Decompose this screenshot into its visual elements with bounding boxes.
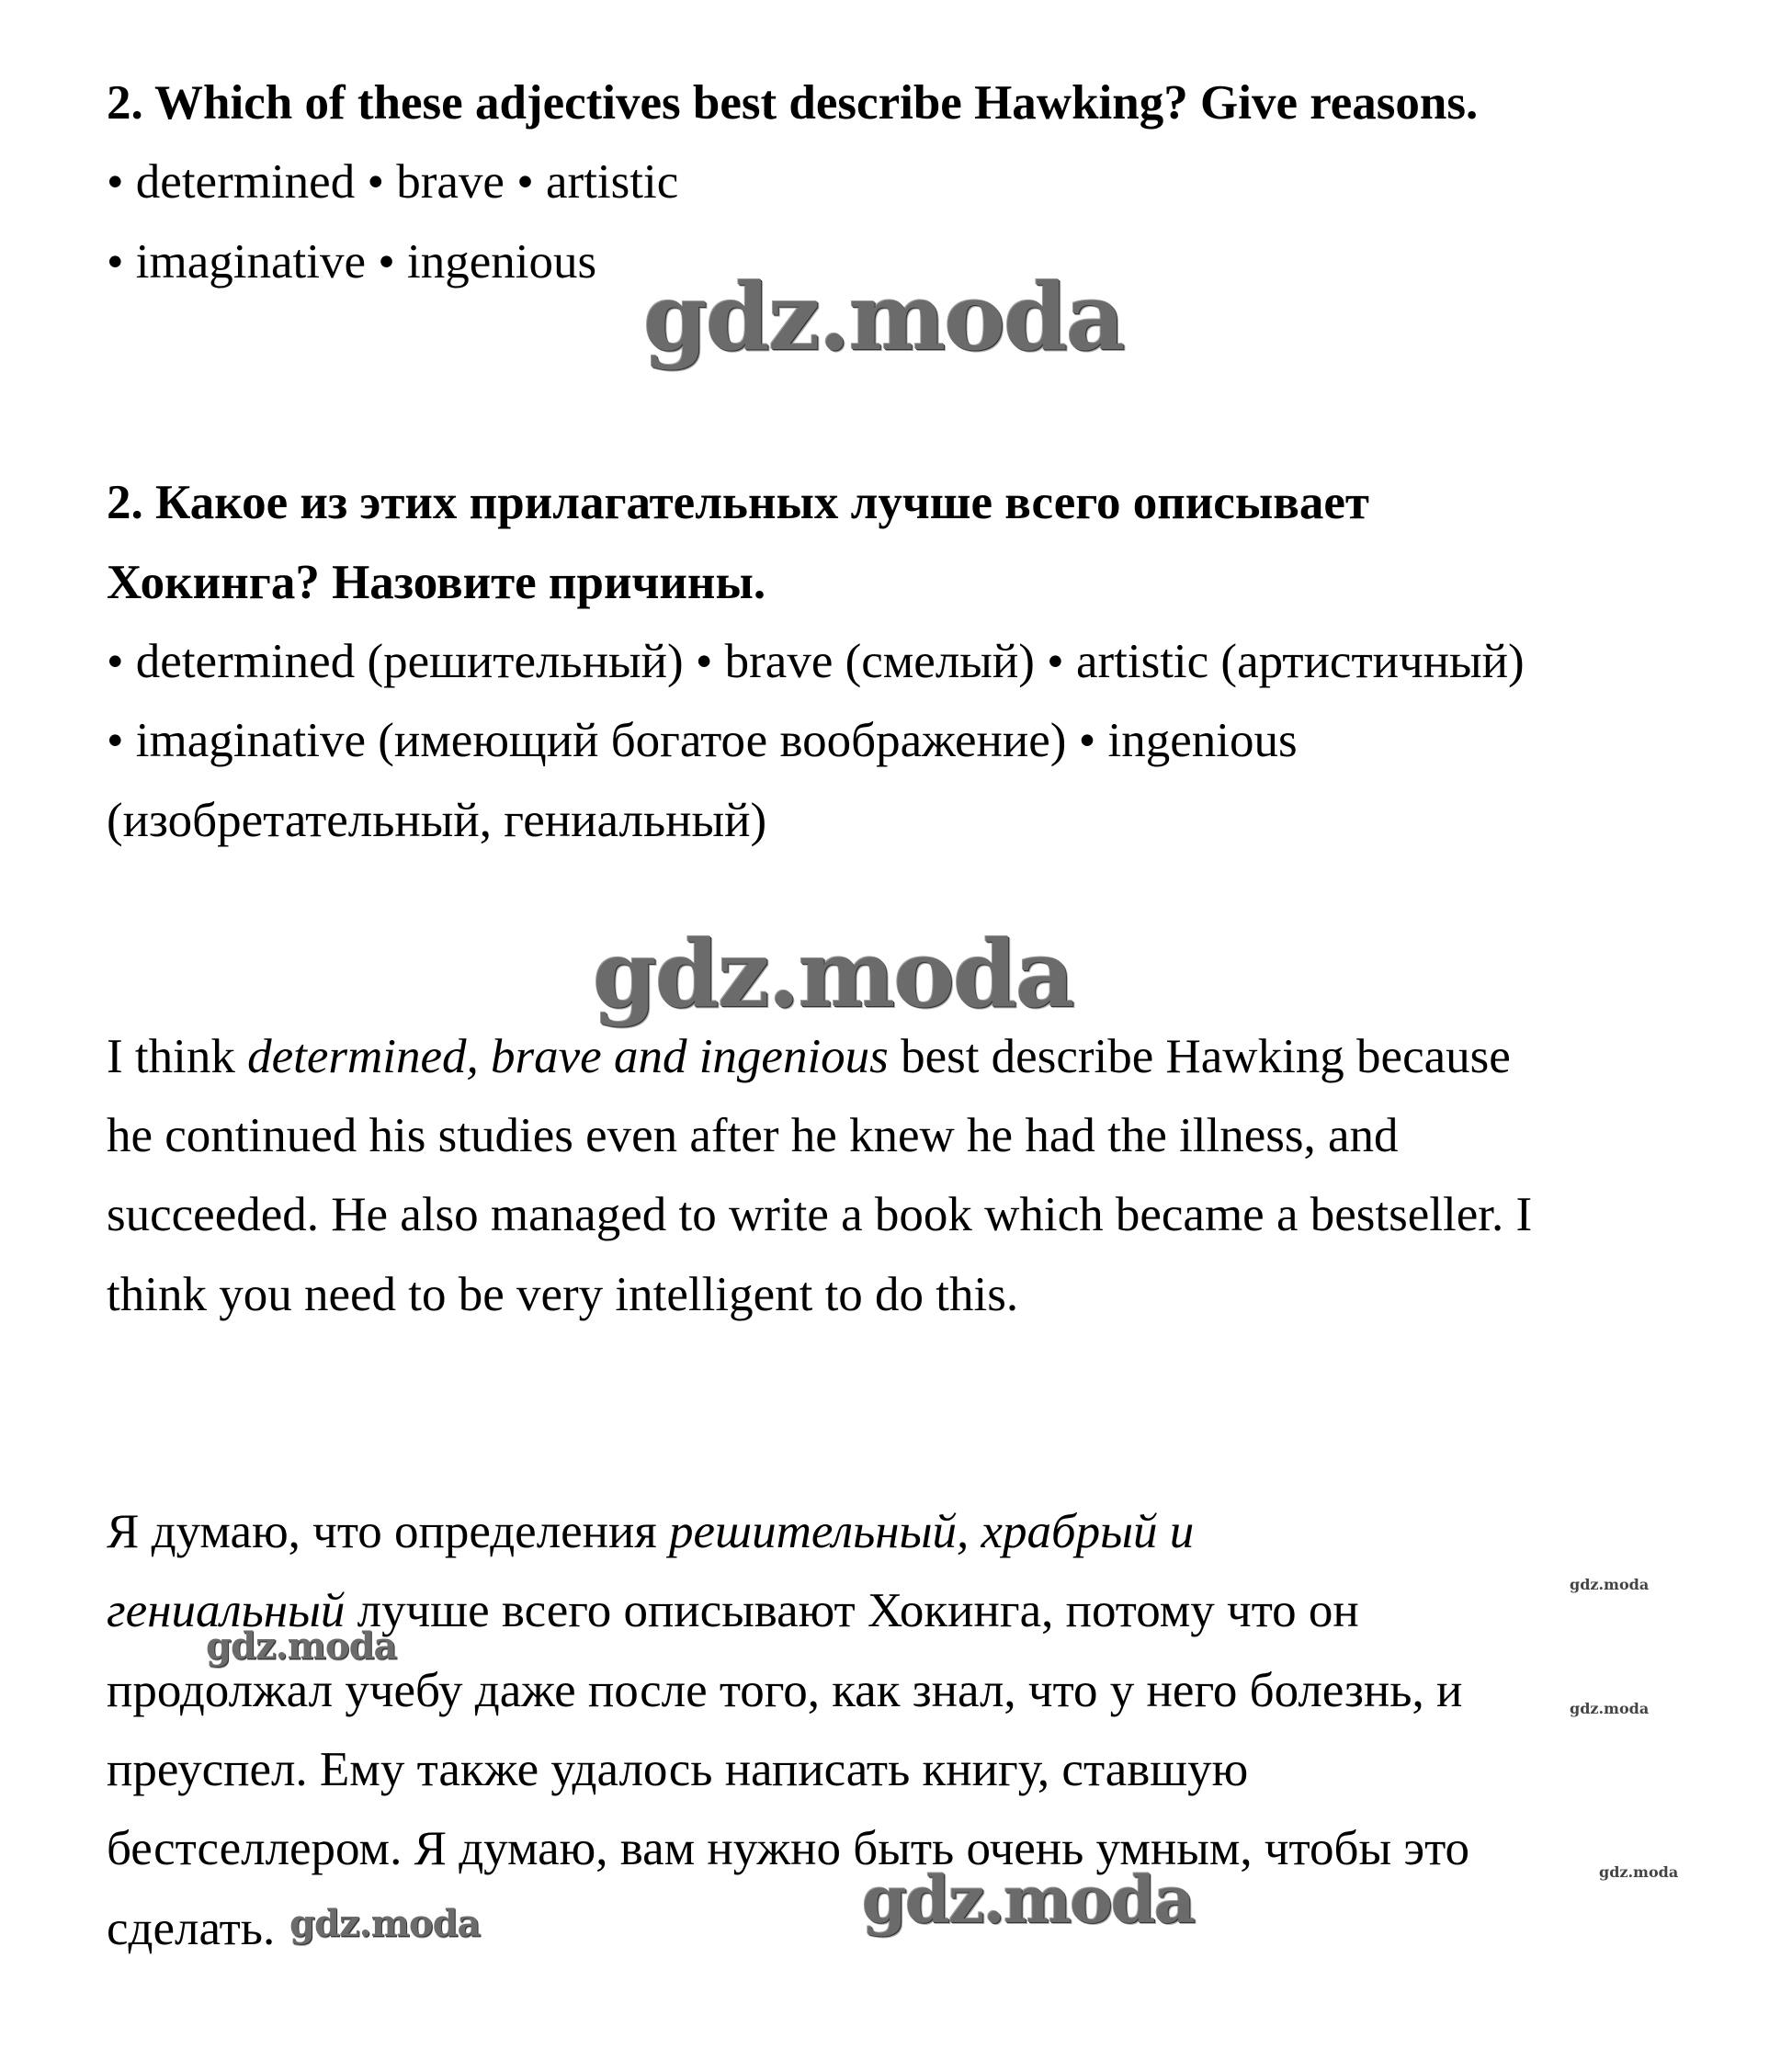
answer-ru-line-4: преуспел. Ему также удалось написать книгу, ставшую [107, 1743, 1249, 1796]
watermark-logo: gdz.moda [593, 920, 1073, 1028]
answer-ru-line-5: бестселлером. Я думаю, вам нужно быть очень умным, чтобы это [107, 1822, 1470, 1875]
task-heading-ru-line-1: 2. Какое из этих прилагательных лучше всего описывает [107, 476, 1369, 529]
options-en-line-2: • imaginative • ingenious [107, 235, 597, 289]
answer-ru-line-3: продолжал учебу даже после того, как знал, что у него болезнь, и [107, 1664, 1463, 1717]
watermark-logo: gdz.moda [1570, 1700, 1650, 1717]
watermark-logo: gdz.moda [1599, 1863, 1679, 1881]
watermark-logo: gdz.moda [1570, 1576, 1650, 1593]
task-heading-en: 2. Which of these adjectives best describe Hawking? Give reasons. [107, 76, 1479, 130]
answer-en-line-2: he continued his studies even after he knew he had the illness, and [107, 1109, 1399, 1162]
options-ru-line-1: • determined (решительный) • brave (смелый) • artistic (артистичный) [107, 635, 1525, 688]
answer-ru-emphasis: решительный, храбрый и [669, 1505, 1195, 1558]
answer-ru-emphasis: гениальный [107, 1584, 346, 1637]
answer-en-line-1 [107, 1027, 1511, 1086]
options-en-line-1: • determined • brave • artistic [107, 155, 679, 209]
answer-en-emphasis: determined, brave and ingenious [247, 1030, 889, 1083]
watermark-logo: gdz.moda [862, 1862, 1195, 1938]
task-heading-ru-line-2: Хокинга? Назовите причины. [107, 556, 766, 609]
answer-en-text: I think [107, 1030, 248, 1083]
watermark-logo: gdz.moda [643, 263, 1124, 371]
answer-ru-text: Я думаю, что определения [107, 1505, 670, 1558]
options-ru-line-3: (изобретательный, гениальный) [107, 794, 767, 847]
answer-en-line-3: succeeded. He also managed to write a book which became a bestseller. I [107, 1188, 1533, 1241]
answer-ru-line-1 [107, 1502, 1194, 1561]
answer-ru-line-6: сделать. [107, 1902, 276, 1955]
options-ru-line-2: • imaginative (имеющий богатое воображение) • ingenious [107, 714, 1298, 767]
watermark-logo: gdz.moda [206, 1624, 397, 1668]
answer-en-line-4: think you need to be very intelligent to do this. [107, 1268, 1019, 1321]
watermark-logo: gdz.moda [289, 1902, 481, 1945]
answer-en-text: best describe Hawking because [888, 1030, 1511, 1083]
answer-ru-text: лучше всего описывают Хокинга, потому что он [345, 1584, 1359, 1637]
